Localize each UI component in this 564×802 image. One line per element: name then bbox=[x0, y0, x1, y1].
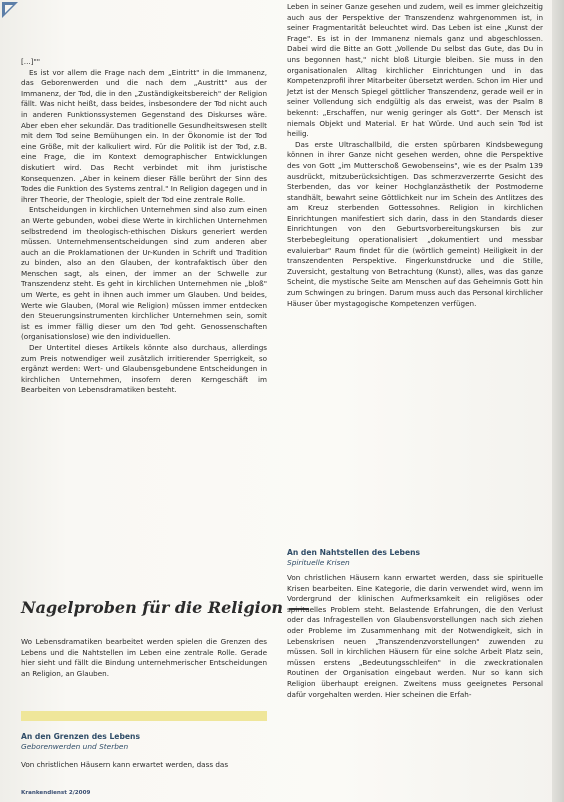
subsection-heading: An den Grenzen des Lebens bbox=[21, 732, 140, 741]
paragraph: Das erste Ultraschallbild, die ersten spürbaren Kindsbewegung können in ihrer Ganze nicht gesehen werden, ohne die Perspektive des von Gott „im Mutterschoß Gewobenseins", wie es der Psalm 139 ausdrückt, mitzuberücksichtigen. Das schmerzverzerrte Gesicht des Sterbenden, das vor keiner Hochglanzästhetik der Postmoderne standhält, bewahrt seine Göttlichkeit nur im Schein des Antlitzes des am Kreuz sterbenden Gottessohnes. Religion in kirchlichen Einrichtungen manifestiert sich darin, dass in den Standards dieser Einrichtungen von den Geburtsvorbereitungskursen bis zur Sterbebegleitung operationalisiert „dokumentiert und messbar evaluierbar" Raum findet für die (wörtlich gemeint) Heiligkeit in der transzendenten Perspektive. Fingerkunstdrucke und die Stille, Zuversicht, gestaltung von Betrachtung (Kunst), alles, was das ganze Scheint, die mystische Seite am Menschen auf das Geheimnis Gott hin zum Schwingen zu bringen. Darum muss auch das Personal kirchlicher Häuser über mystagogische Kompetenzen verfügen. bbox=[287, 139, 543, 308]
right-bottom-text bbox=[287, 573, 543, 700]
section-title bbox=[21, 598, 284, 626]
right-column bbox=[287, 2, 543, 309]
paragraph: Von christlichen Häusern kann erwartet werden, dass sie spirituelle Krisen bearbeiten. Eine Kategorie, die darin verwendet wird, wenn im Vordergrund der klinischen Aufmerksamkeit ein religiöses oder spirituelles Problem steht. Belastende Erfahrungen, die den Verlust oder das Infragestellen von Glaubensvorstellungen nach sich ziehen oder Probleme im Zusammenhang mit der Notwendigkeit, sich in Lebenskrisen neuen „Transzendenzvorstellungen" zuwenden zu müssen. Soll in kirchlichen Häusern für eine solche Arbeit Platz sein, müssen erstens „Bedeutungsschleifen" in die zweckrationalen Routinen der Organisation eingebaut werden. Nur so kann sich Religion überhaupt ereignen. Zweitens muss geeignetes Personal dafür vorgehalten werden. Hier scheinen die Erfah- bbox=[287, 573, 543, 699]
section-title-text: Nagelproben für die Religion bbox=[21, 598, 284, 617]
paragraph: Leben in seiner Ganze gesehen und zudem, weil es immer gleichzeitig auch aus der Perspektive der Transzendenz wahrgenommen ist, in seiner Fragmentarität beleuchtet wird. Das Leben ist eine „Kunst der Frage". Es ist in der Immanenz niemals ganz und abgeschlossen. Dabei wird die Bitte an Gott „Vollende Du selbst das Gute, das Du in uns begonnen hast," nicht bloß Liturgie bleiben. Sie muss in den organisationalen Alltag kirchlicher Einrichtungen und in das Kompetenzprofil ihrer Mitarbeiter übersetzt werden. Schon im Hier und Jetzt ist der Mensch Spiegel göttlicher Transzendenz, gerade weil er in seiner Vollendung sich endgültig als das erweist, was der Psalm 8 bekennt: „Erschaffen, nur wenig geringer als Gott". Der Mensch ist niemals Objekt und Material. Er hat Würde. Und auch sein Tod ist heilig. bbox=[287, 2, 543, 139]
highlight-bar bbox=[21, 711, 267, 721]
left-last-line bbox=[21, 760, 267, 771]
paragraph: Es ist vor allem die Frage nach dem „Eintritt" in die Immanenz, das Geborenwerden und die nach dem „Austritt" aus der Immanenz, der Tod, die in den „Zuständigkeitsbereich" der Religion fällt. Was nicht heißt, dass beides, insbesondere der Tod nicht auch in anderen Funktionssystemen Gegenstand des Diskurses wäre. Aber eben eher sekundär. Das traditionelle Gesundheitswesen stellt mit dem Tod seine Bemühungen ein. In der Ökonomie ist der Tod eine Größe, mit der kalkuliert wird. Für die Politik ist der Tod, z.B. eine Frage, die im Kontext demographischer Entwicklungen diskutiert wird. Das Recht verbindet mit ihm juristische Konsequenzen. „Aber in keinem dieser Fälle berührt der Sinn des Todes die Funktion des Systems zentral." In Religion dagegen und in ihrer Theorie, der Theologie, spielt der Tod eine zentrale Rolle. bbox=[21, 67, 267, 204]
subsection-subheading: Geborenwerden und Sterben bbox=[21, 742, 129, 751]
subsection-header bbox=[21, 732, 267, 752]
intro-block bbox=[21, 637, 267, 679]
paragraph: Der Untertitel dieses Artikels könnte also durchaus, allerdings zum Preis notwendiger weil zusätzlich irritierender Sperrigkeit, so ergänzt werden: Wert- und Glaubensgebundene Entscheidungen in kirchlichen Unternehmen, insofern deren Kerngeschäft im Bearbeiten von Lebensdramatiken besteht. bbox=[21, 343, 267, 395]
paragraph: Wo Lebensdramatiken bearbeitet werden spielen die Grenzen des Lebens und die Nahtstellen im Leben eine zentrale Rolle. Gerade hier sieht und fällt die Bindung unternehmerischer Entscheidungen an Religion, an Glauben. bbox=[21, 637, 267, 678]
publisher-logo-icon bbox=[2, 2, 18, 18]
left-column bbox=[21, 57, 267, 396]
subsection-subheading: Spirituelle Krisen bbox=[287, 558, 350, 567]
page-footer: Krankendienst 2/2009 bbox=[21, 790, 91, 796]
page-edge-strip bbox=[552, 0, 564, 802]
paragraph: Entscheidungen in kirchlichen Unternehmen sind also zum einen an Werte gebunden, wobei diese Werte in kirchlichen Unternehmen selbstredend im theologisch-ethischen Diskurs generiert werden müssen. Unternehmensentscheidungen sind zum anderen aber auch an die Proklamationen der Ur-Kunden in Schrift und Tradition zu binden, also an den Glauben, der kontrafaktisch über den Menschen sagt, als einen, der immer an der Schwelle zur Transzendenz steht. Es geht in kirchlichen Unternehmen nie „bloß" um Werte, es geht in ihnen auch immer um Glauben. Und beides, Werte wie Glauben, (Moral wie Religion) müssen immer entdecken den Steuerungsinstrumenten kirchlicher Unternehmen sein, somit ist es immer fällig dieser um den Tod geht. Genossenschaften (organisationslose) wie den individuellen. bbox=[21, 205, 267, 342]
subsection-header bbox=[287, 548, 543, 568]
footnote-marker: [...]"" bbox=[21, 57, 41, 66]
paragraph: Von christlichen Häusern kann erwartet werden, dass das bbox=[21, 760, 229, 769]
subsection-heading: An den Nahtstellen des Lebens bbox=[287, 548, 421, 557]
